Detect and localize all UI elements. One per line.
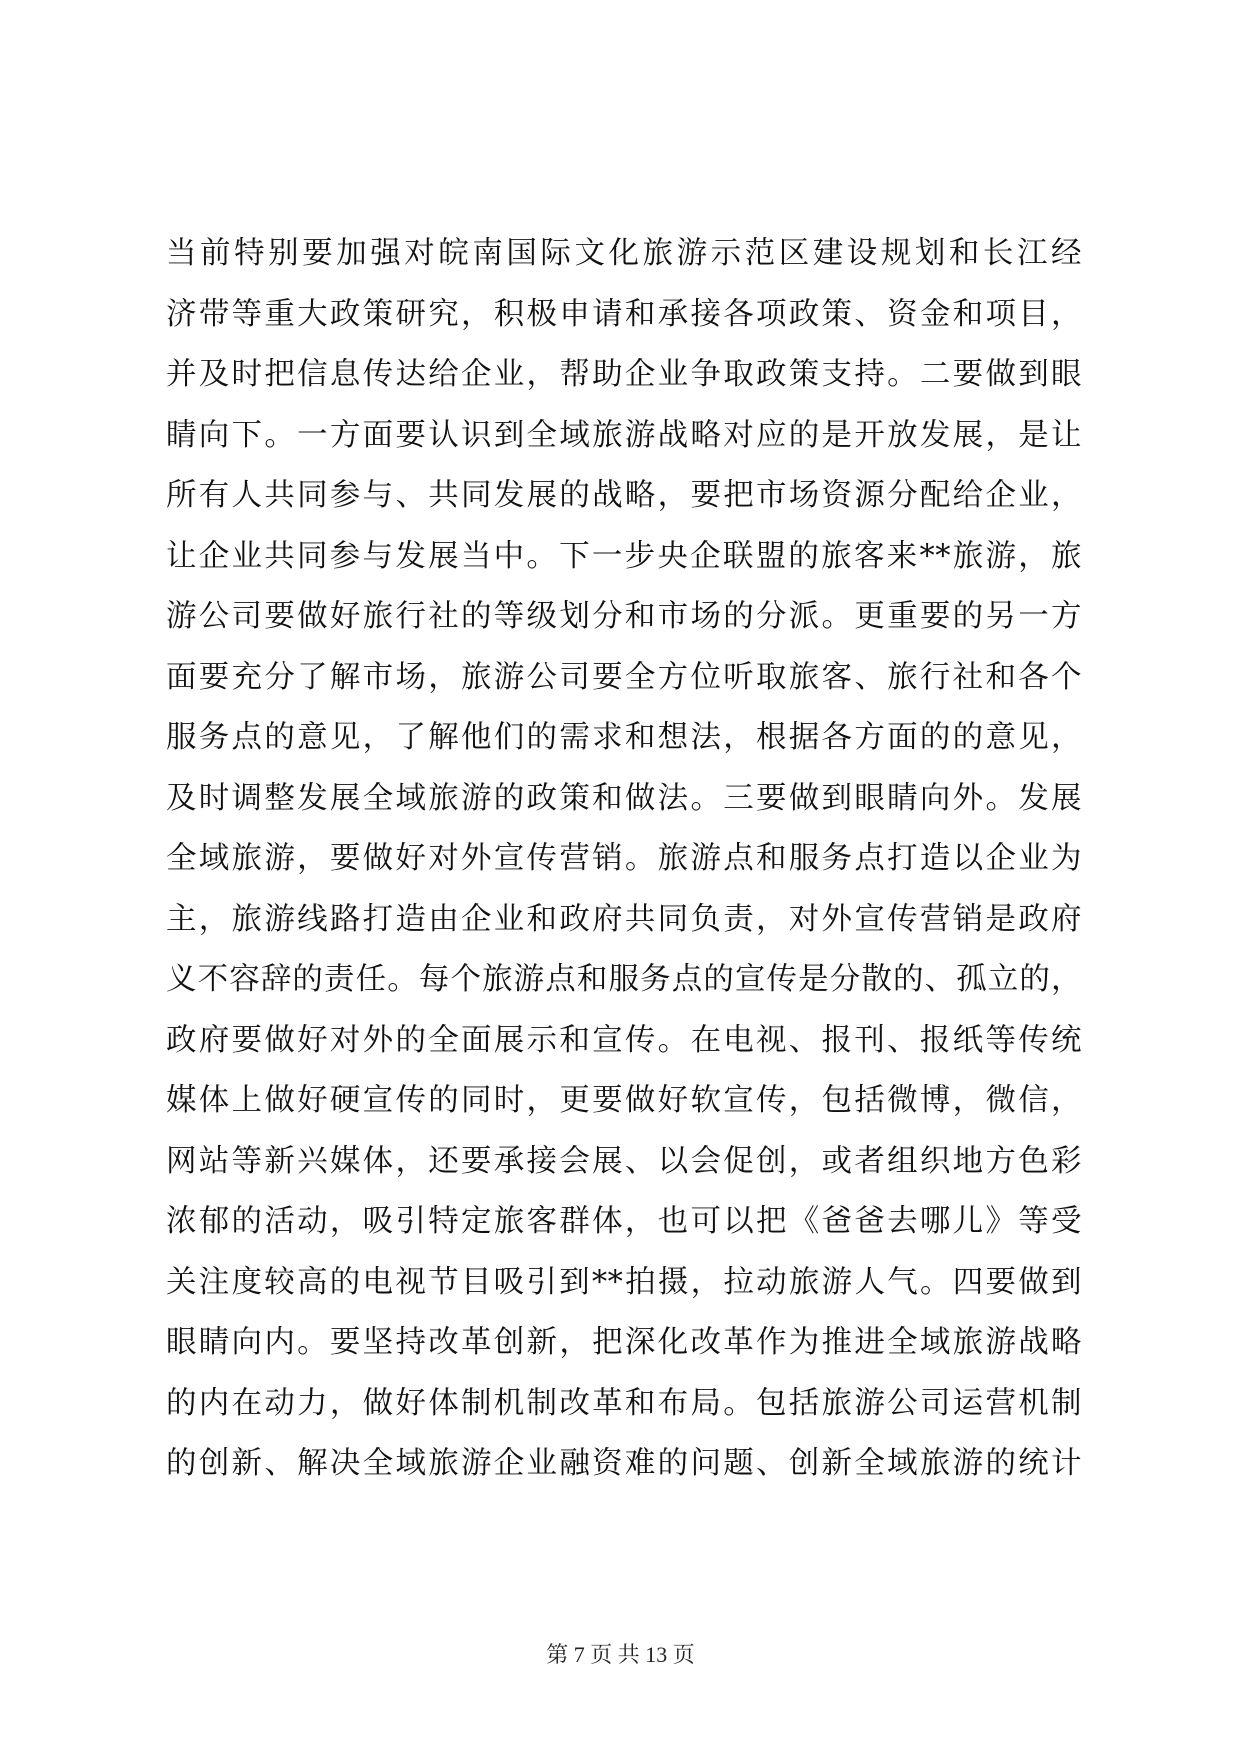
text-line: 让企业共同参与发展当中。下一步央企联盟的旅客来**旅游，旅 [166,538,1082,574]
text-line: 媒体上做好硬宣传的同时，更要做好软宣传，包括微博，微信， [166,1083,1082,1118]
text-line: 面要充分了解市场，旅游公司要全方位听取旅客、旅行社和各个 [166,659,1082,695]
text-line: 网站等新兴媒体，还要承接会展、以会促创，或者组织地方色彩 [166,1143,1082,1179]
text-line: 的内在动力，做好体制机制改革和布局。包括旅游公司运营机制 [166,1385,1082,1421]
text-line: 政府要做好对外的全面展示和宣传。在电视、报刊、报纸等传统 [166,1022,1082,1058]
text-line: 并及时把信息传达给企业，帮助企业争取政策支持。二要做到眼 [166,357,1082,392]
text-line: 当前特别要加强对皖南国际文化旅游示范区建设规划和长江经 [166,236,1082,271]
text-line: 浓郁的活动，吸引特定旅客群体，也可以把《爸爸去哪儿》等受 [166,1204,1082,1239]
text-line: 睛向下。一方面要认识到全域旅游战略对应的是开放发展，是让 [166,417,1082,453]
text-line: 服务点的意见，了解他们的需求和想法，根据各方面的的意见， [166,720,1082,755]
text-line: 全域旅游，要做好对外宣传营销。旅游点和服务点打造以企业为 [166,841,1082,876]
text-line: 主，旅游线路打造由企业和政府共同负责，对外宣传营销是政府 [166,901,1082,937]
text-line: 义不容辞的责任。每个旅游点和服务点的宣传是分散的、孤立的， [166,962,1082,997]
text-line: 眼睛向内。要坚持改革创新，把深化改革作为推进全域旅游战略 [166,1325,1082,1360]
text-line: 济带等重大政策研究，积极申请和承接各项政策、资金和项目， [166,296,1082,332]
text-line: 的创新、解决全域旅游企业融资难的问题、创新全域旅游的统计 [166,1446,1082,1481]
text-line: 所有人共同参与、共同发展的战略，要把市场资源分配给企业， [166,478,1082,513]
text-line: 游公司要做好旅行社的等级划分和市场的分派。更重要的另一方 [166,599,1082,634]
body-paragraph [166,224,1082,1495]
text-line: 及时调整发展全域旅游的政策和做法。三要做到眼睛向外。发展 [166,780,1082,816]
page-number-footer: 第 7 页 共 13 页 [546,1642,695,1667]
text-line: 关注度较高的电视节目吸引到**拍摄，拉动旅游人气。四要做到 [166,1264,1082,1300]
